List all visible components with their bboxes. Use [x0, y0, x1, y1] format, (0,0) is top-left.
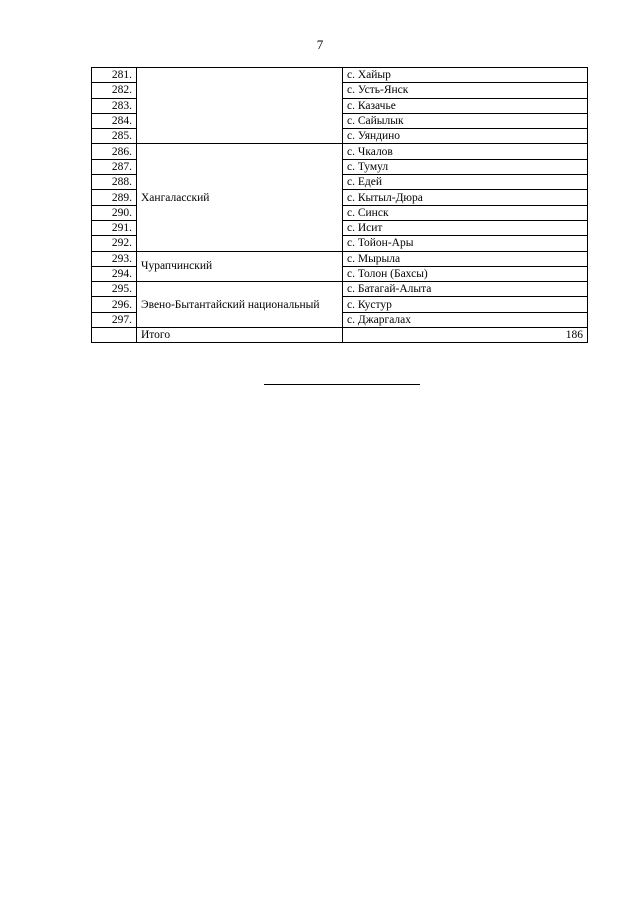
settlement-name: с. Синск	[343, 205, 588, 220]
settlement-name: с. Едей	[343, 175, 588, 190]
settlement-name: с. Казачье	[343, 98, 588, 113]
row-number: 289.	[92, 190, 137, 205]
settlement-name: с. Чкалов	[343, 144, 588, 159]
settlement-name: с. Исит	[343, 220, 588, 235]
settlement-name: с. Уяндино	[343, 129, 588, 144]
total-value: 186	[343, 328, 588, 343]
settlement-name: с. Мырыла	[343, 251, 588, 266]
settlement-name: с. Джаргалах	[343, 312, 588, 327]
district-cell: Эвено-Бытантайский национальный	[137, 282, 343, 328]
district-cell: Чурапчинский	[137, 251, 343, 282]
row-number: 286.	[92, 144, 137, 159]
settlement-name: с. Сайылык	[343, 113, 588, 128]
row-number: 285.	[92, 129, 137, 144]
row-number: 288.	[92, 175, 137, 190]
settlement-name: с. Хайыр	[343, 68, 588, 83]
row-number: 295.	[92, 282, 137, 297]
row-number: 284.	[92, 113, 137, 128]
settlement-name: с. Кустур	[343, 297, 588, 312]
row-number: 281.	[92, 68, 137, 83]
total-label: Итого	[137, 328, 343, 343]
settlement-name: с. Толон (Бахсы)	[343, 266, 588, 281]
table-row	[92, 144, 588, 159]
row-number: 293.	[92, 251, 137, 266]
table-row	[92, 251, 588, 266]
settlement-name: с. Тойон-Ары	[343, 236, 588, 251]
page-number: 7	[316, 37, 324, 52]
row-number: 292.	[92, 236, 137, 251]
settlement-name: с. Кытыл-Дюра	[343, 190, 588, 205]
settlement-name: с. Батагай-Алыта	[343, 282, 588, 297]
table-row	[92, 68, 588, 83]
row-number: 290.	[92, 205, 137, 220]
settlement-name: с. Тумул	[343, 159, 588, 174]
row-number: 297.	[92, 312, 137, 327]
table-row	[92, 282, 588, 297]
district-cell	[137, 68, 343, 144]
row-number: 296.	[92, 297, 137, 312]
row-number: 282.	[92, 83, 137, 98]
row-number: 294.	[92, 266, 137, 281]
row-number: 287.	[92, 159, 137, 174]
end-divider-line	[264, 384, 420, 385]
row-number: 291.	[92, 220, 137, 235]
district-cell: Хангаласский	[137, 144, 343, 251]
total-number-cell	[92, 328, 137, 343]
settlements-table	[91, 67, 588, 343]
total-row	[92, 328, 588, 343]
settlement-name: с. Усть-Янск	[343, 83, 588, 98]
row-number: 283.	[92, 98, 137, 113]
